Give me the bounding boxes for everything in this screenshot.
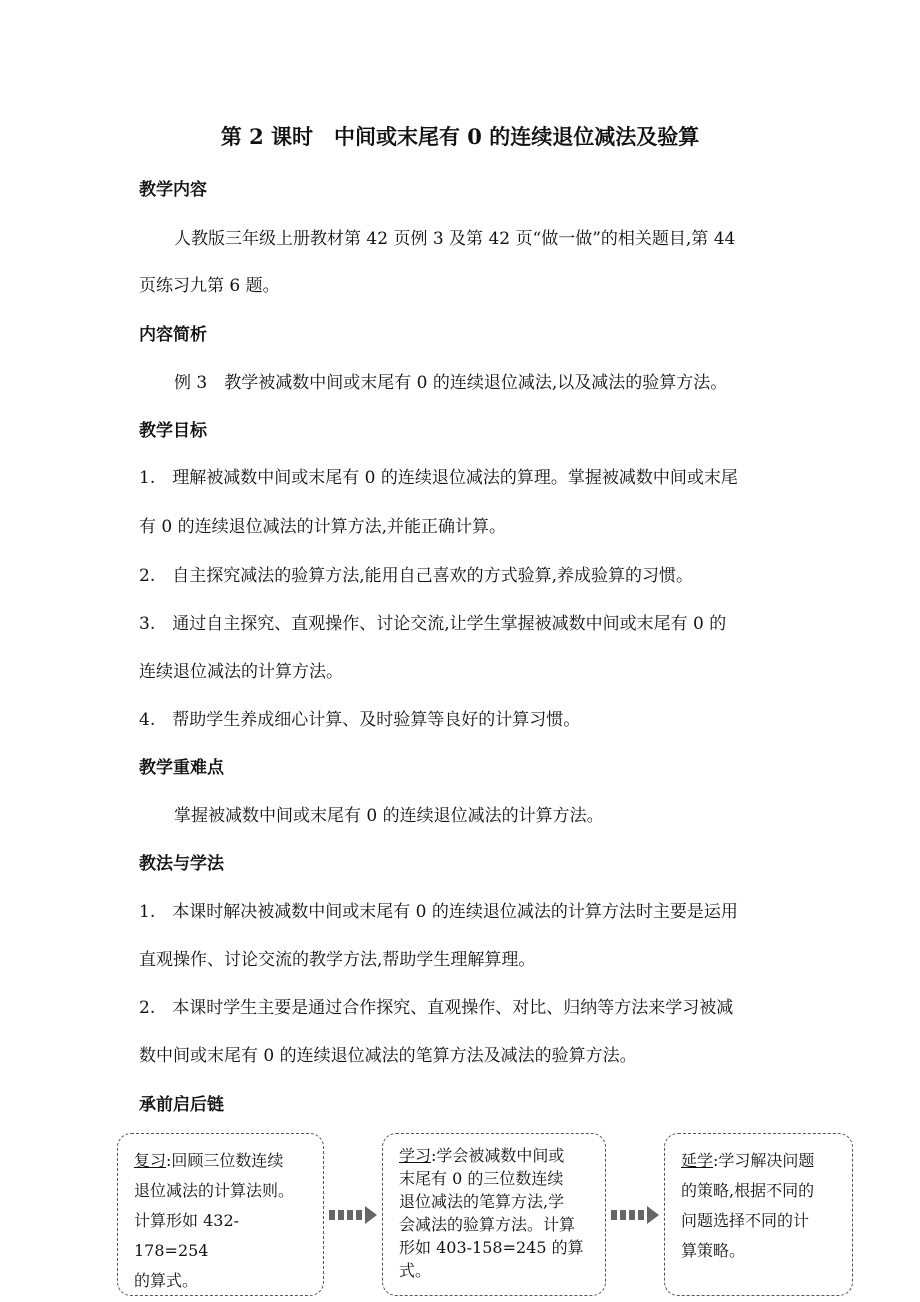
arrow-right-icon — [329, 1205, 379, 1225]
heading-content-analysis: 内容简析 — [139, 325, 207, 345]
arrow-right-icon — [611, 1205, 661, 1225]
goal-3-line-1: 3. 通过自主探究、直观操作、讨论交流,让学生掌握被减数中间或末尾有 0 的 — [139, 614, 727, 634]
extend-box — [664, 1133, 853, 1296]
heading-chain: 承前启后链 — [139, 1095, 224, 1115]
extend-label: 延学 — [681, 1151, 714, 1170]
learn-line-2: 末尾有 0 的三位数连续 — [399, 1169, 564, 1188]
method-1-line-1: 1. 本课时解决被减数中间或末尾有 0 的连续退位减法的计算方法时主要是运用 — [139, 902, 738, 922]
content-line-1: 人教版三年级上册教材第 42 页例 3 及第 42 页“做一做”的相关题目,第 44 — [174, 229, 736, 249]
goal-4-line-1: 4. 帮助学生养成细心计算、及时验算等良好的计算习惯。 — [139, 710, 581, 730]
review-line-4: 的算式。 — [134, 1271, 199, 1290]
goal-3-line-2: 连续退位减法的计算方法。 — [139, 662, 343, 682]
goal-2-line-1: 2. 自主探究减法的验算方法,能用自己喜欢的方式验算,养成验算的习惯。 — [139, 566, 694, 586]
analysis-line-1: 例 3 教学被减数中间或末尾有 0 的连续退位减法,以及减法的验算方法。 — [174, 373, 728, 393]
key-line-1: 掌握被减数中间或末尾有 0 的连续退位减法的计算方法。 — [174, 806, 604, 826]
page-title: 第 2 课时 中间或末尾有 0 的连续退位减法及验算 — [220, 124, 700, 149]
extend-line-1: 延学:学习解决问题 — [681, 1151, 815, 1170]
review-line-3: 计算形如 432-178=254 — [134, 1211, 240, 1260]
review-label: 复习 — [134, 1151, 167, 1170]
method-1-line-2: 直观操作、讨论交流的教学方法,帮助学生理解算理。 — [139, 950, 536, 970]
learn-line-6: 式。 — [399, 1261, 432, 1280]
heading-teaching-content: 教学内容 — [139, 180, 207, 200]
learn-box — [382, 1133, 606, 1296]
extend-line-2: 的策略,根据不同的 — [681, 1181, 815, 1200]
learn-line-1: 学习:学会被减数中间或 — [399, 1146, 565, 1165]
learn-label: 学习 — [399, 1146, 432, 1165]
goal-1-line-1: 1. 理解被减数中间或末尾有 0 的连续退位减法的算理。掌握被减数中间或末尾 — [139, 468, 738, 488]
learn-line-5: 形如 403-158=245 的算 — [399, 1238, 584, 1257]
review-line-2: 退位减法的计算法则。 — [134, 1181, 295, 1200]
extend-line-3: 问题选择不同的计 — [681, 1211, 810, 1230]
extend-line-4: 算策略。 — [681, 1241, 746, 1260]
heading-teaching-goals: 教学目标 — [139, 421, 207, 441]
heading-methods: 教法与学法 — [139, 854, 224, 874]
learn-line-4: 会减法的验算方法。计算 — [399, 1215, 576, 1234]
method-2-line-1: 2. 本课时学生主要是通过合作探究、直观操作、对比、归纳等方法来学习被减 — [139, 998, 734, 1018]
content-line-2: 页练习九第 6 题。 — [139, 276, 280, 296]
goal-1-line-2: 有 0 的连续退位减法的计算方法,并能正确计算。 — [139, 517, 507, 537]
learn-line-3: 退位减法的笔算方法,学 — [399, 1192, 565, 1211]
review-line-1: 复习:回顾三位数连续 — [134, 1151, 284, 1170]
method-2-line-2: 数中间或末尾有 0 的连续退位减法的笔算方法及减法的验算方法。 — [139, 1046, 637, 1066]
review-box — [117, 1133, 324, 1296]
heading-key-points: 教学重难点 — [139, 758, 224, 778]
